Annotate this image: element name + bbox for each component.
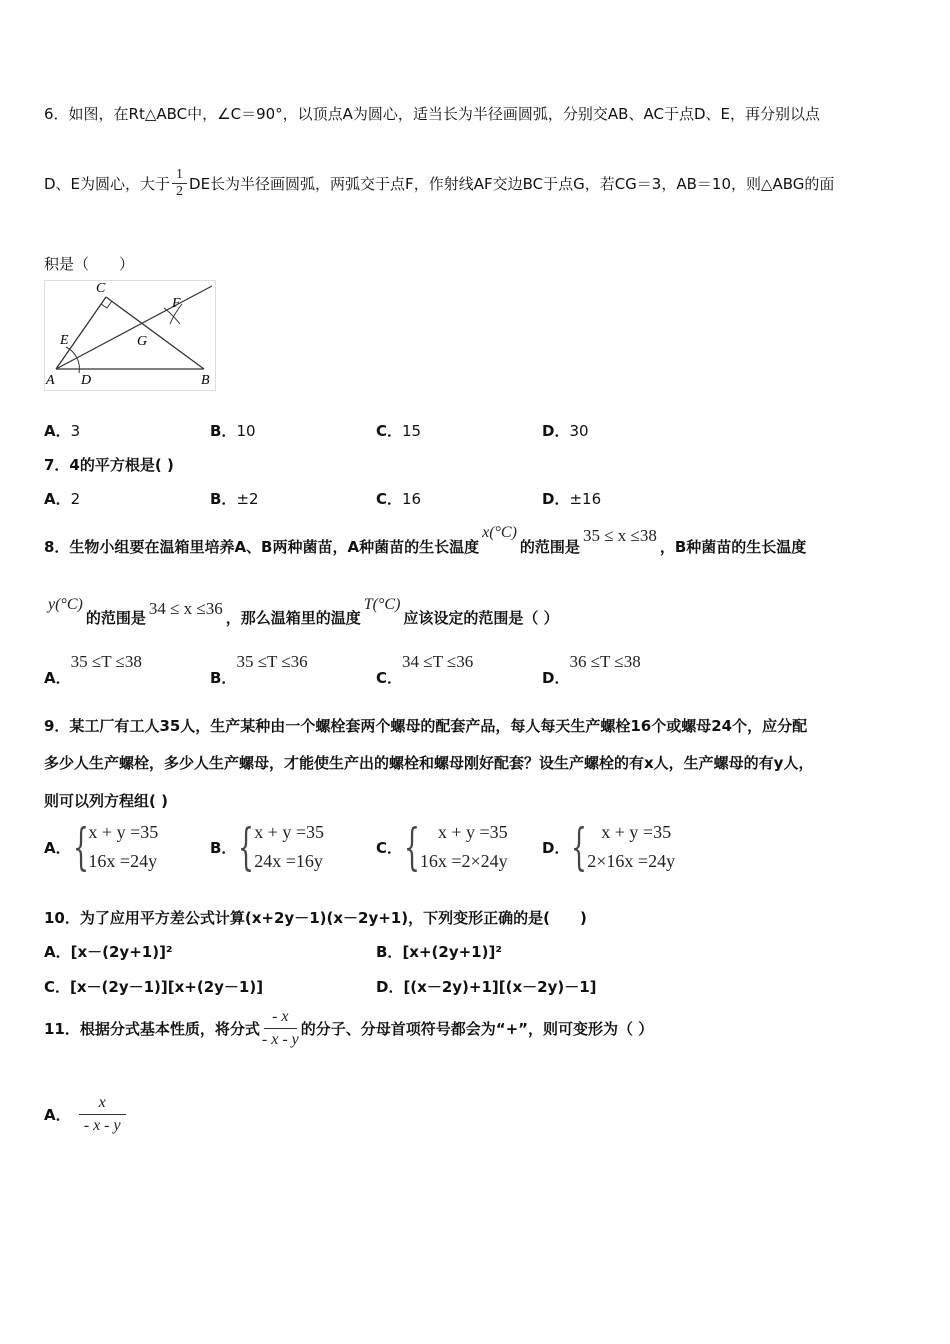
q6-frac-num: 1	[172, 167, 187, 184]
q11-option-a[interactable]	[44, 1094, 126, 1135]
q6-line2	[44, 167, 834, 200]
q11-stem	[44, 1008, 653, 1049]
q8-option-b[interactable]: B． 35 ≤T ≤36	[210, 652, 308, 687]
q11-fraction	[262, 1008, 299, 1049]
ray-af	[56, 286, 212, 369]
q8-x-unit: x(°C)	[482, 524, 517, 541]
q11-option-a-fraction	[79, 1094, 126, 1135]
q8-text-a: 8．生物小组要在温箱里培养A、B两种菌苗，A种菌苗的生长温度	[44, 538, 480, 556]
q8-text-f: 应该设定的范围是（ ）	[403, 609, 559, 627]
q10-option-d[interactable]: D．[(x－2y)+1][(x－2y)－1]	[376, 978, 597, 996]
q7-stem: 7．4的平方根是( )	[44, 456, 174, 474]
q8-y-unit: y(°C)	[48, 596, 83, 613]
triangle-figure	[44, 280, 219, 392]
label-f: F	[172, 296, 181, 311]
q9-option-d[interactable]: D． { x + y =35 2×16x =24y	[542, 818, 676, 876]
q7-option-b[interactable]: B．±2	[210, 490, 259, 508]
q10-option-a[interactable]: A．[x－(2y+1)]²	[44, 943, 173, 961]
label-c: C	[96, 281, 106, 296]
q9-option-b[interactable]: B． { x + y =35 24x =16y	[210, 818, 325, 876]
q8-line2	[44, 598, 559, 628]
q11-frac-den: - x - y	[261, 1031, 299, 1048]
q6-line2-post: DE长为半径画圆弧，两弧交于点F，作射线AF交边BC于点G，若CG＝3，AB＝10，则△ABG的面	[189, 175, 835, 193]
q11-text-post: 的分子、分母首项符号都会为“+”，则可变形为（ ）	[300, 1020, 654, 1038]
q11-option-a-num: x	[79, 1094, 126, 1115]
q10-stem: 10．为了应用平方差公式计算(x+2y－1)(x－2y+1)，下列变形正确的是( )	[44, 909, 587, 927]
label-d: D	[81, 373, 92, 388]
q7-option-d[interactable]: D．±16	[542, 490, 602, 508]
q10-option-b[interactable]: B．[x+(2y+1)]²	[376, 943, 502, 961]
q8-text-c: ，B种菌苗的生长温度	[659, 538, 807, 556]
q8-range-a: 35 ≤ x ≤38	[582, 526, 657, 545]
q8-option-d[interactable]: D． 36 ≤T ≤38	[542, 652, 641, 687]
q9-option-c[interactable]: C． { x + y =35 16x =2×24y	[376, 818, 508, 876]
q8-t-unit: T(°C)	[363, 596, 401, 613]
label-a: A	[46, 373, 55, 388]
q6-line2-pre: D、E为圆心，大于	[44, 175, 171, 193]
q11-option-a-label: A．	[44, 1106, 71, 1124]
q6-option-d[interactable]: D．30	[542, 422, 589, 440]
q6-line3: 积是（ ）	[44, 255, 135, 273]
q6-option-b[interactable]: B．10	[210, 422, 256, 440]
q7-option-a[interactable]: A．2	[44, 490, 81, 508]
q9-line2: 多少人生产螺栓，多少人生产螺母，才能使生产出的螺栓和螺母刚好配套？设生产螺栓的有x人，生产螺母的有y人，	[44, 754, 814, 772]
q8-text-b: 的范围是	[519, 538, 580, 556]
q8-text-e: ，那么温箱里的温度	[225, 609, 361, 627]
q11-option-a-den: - x - y	[83, 1117, 121, 1134]
q8-option-a[interactable]: A． 35 ≤T ≤38	[44, 652, 142, 687]
q11-frac-num: - x	[264, 1008, 296, 1029]
q8-option-c[interactable]: C． 34 ≤T ≤36	[376, 652, 474, 687]
q10-option-c[interactable]: C．[x－(2y－1)][x+(2y－1)]	[44, 978, 264, 996]
q8-range-b: 34 ≤ x ≤36	[148, 599, 223, 618]
side-cb	[106, 297, 204, 369]
q7-option-c[interactable]: C．16	[376, 490, 422, 508]
q9-line1: 9．某工厂有工人35人，生产某种由一个螺栓套两个螺母的配套产品，每人每天生产螺栓16个或螺母24个，应分配	[44, 717, 808, 735]
q9-line3: 则可以列方程组( )	[44, 792, 168, 810]
q6-line1: 6．如图，在Rt△ABC中，∠C＝90°，以顶点A为圆心，适当长为半径画圆弧，分别交AB、AC于点D、E，再分别以点	[44, 105, 820, 123]
q6-frac-den: 2	[176, 184, 184, 199]
label-g: G	[137, 334, 148, 349]
q6-fraction	[172, 167, 187, 200]
label-e: E	[60, 333, 69, 348]
label-b: B	[201, 373, 210, 388]
q8-text-d: 的范围是	[85, 609, 146, 627]
q11-text-pre: 11．根据分式基本性质，将分式	[44, 1020, 260, 1038]
q6-option-c[interactable]: C．15	[376, 422, 422, 440]
q8-line1	[44, 524, 807, 557]
q9-option-a[interactable]: A． { x + y =35 16x =24y	[44, 818, 159, 876]
q6-option-a[interactable]: A．3	[44, 422, 81, 440]
